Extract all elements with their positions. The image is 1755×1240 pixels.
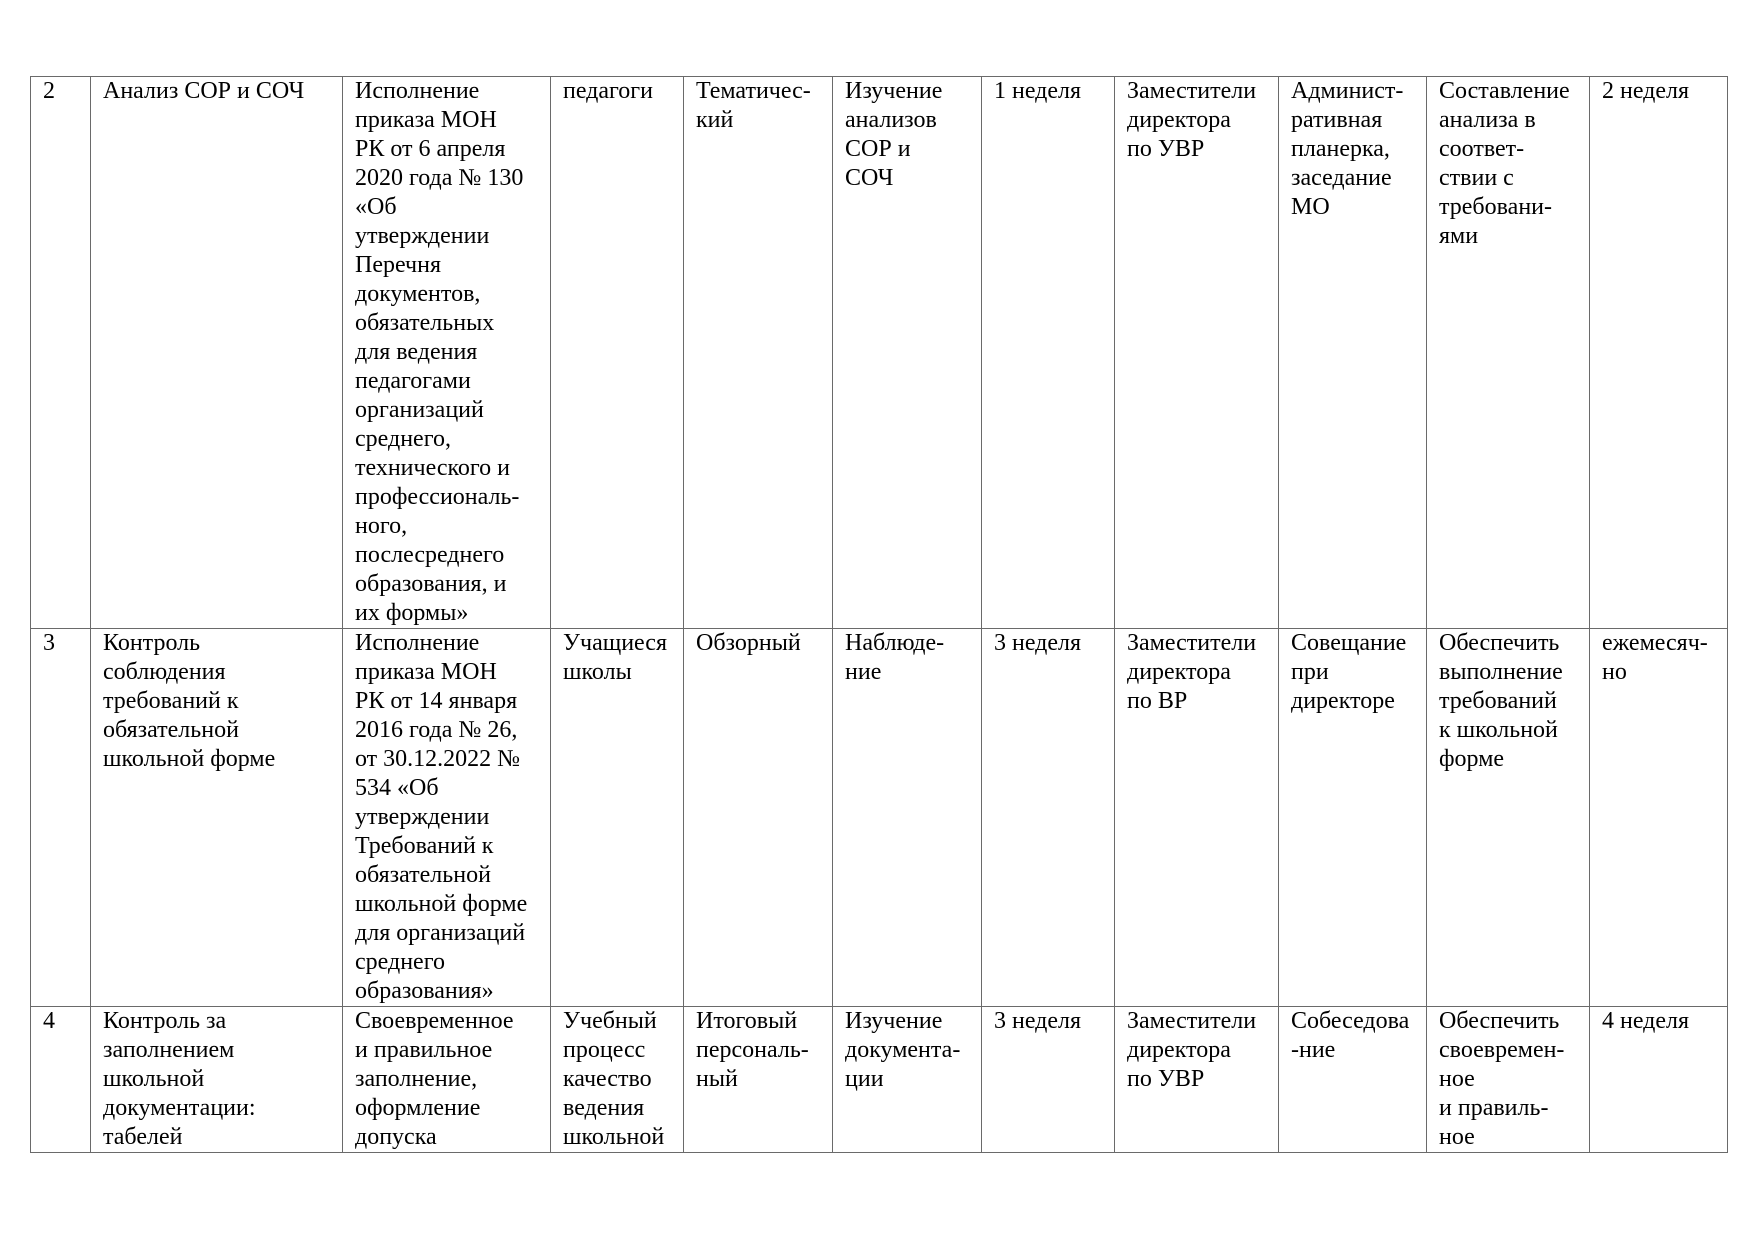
- method-cell: [833, 629, 982, 1007]
- timing-cell: [982, 629, 1115, 1007]
- decision-text: Обеспечить своевремен- ное и правиль- ное: [1439, 1008, 1565, 1150]
- method-text: Наблюде- ние: [845, 630, 945, 685]
- responsible-text: Заместители директора по УВР: [1127, 1008, 1257, 1092]
- topic-text: Анализ СОР и СОЧ: [103, 78, 305, 104]
- responsible-cell: [1115, 1007, 1279, 1153]
- row-number-cell: [31, 1007, 91, 1153]
- row-number: 3: [43, 630, 55, 656]
- row-number: 4: [43, 1008, 55, 1034]
- topic-cell: [91, 77, 343, 629]
- decision-cell: [1427, 629, 1590, 1007]
- timing-text: 1 неделя: [994, 78, 1082, 104]
- control-text: 4 неделя: [1602, 1008, 1690, 1034]
- review-text: Собеседова -ние: [1291, 1008, 1410, 1063]
- control-text: 2 неделя: [1602, 78, 1690, 104]
- object-text: педагоги: [563, 78, 653, 104]
- object-cell: [551, 629, 684, 1007]
- row-number-cell: [31, 629, 91, 1007]
- control-plan-table: [30, 76, 1728, 1153]
- type-text: Тематичес- кий: [696, 78, 811, 133]
- goal-cell: [343, 77, 551, 629]
- review-cell: [1279, 1007, 1427, 1153]
- timing-text: 3 неделя: [994, 630, 1082, 656]
- timing-cell: [982, 77, 1115, 629]
- object-cell: [551, 1007, 684, 1153]
- review-text: Админист- ративная планерка, заседание МО: [1291, 78, 1404, 220]
- type-cell: [684, 629, 833, 1007]
- decision-text: Обеспечить выполнение требований к школьной форме: [1439, 630, 1563, 772]
- row-number: 2: [43, 78, 55, 104]
- method-cell: [833, 1007, 982, 1153]
- row-number-cell: [31, 77, 91, 629]
- control-text: ежемесяч- но: [1602, 630, 1708, 685]
- method-text: Изучение документа- ции: [845, 1008, 961, 1092]
- table-row: [31, 1007, 1728, 1153]
- review-cell: [1279, 77, 1427, 629]
- topic-cell: [91, 629, 343, 1007]
- type-cell: [684, 1007, 833, 1153]
- topic-text: Контроль соблюдения требований к обязательной школьной форме: [103, 630, 276, 772]
- goal-cell: [343, 1007, 551, 1153]
- decision-text: Составление анализа в соответ- ствии с требовани- ями: [1439, 78, 1570, 249]
- timing-text: 3 неделя: [994, 1008, 1082, 1034]
- object-cell: [551, 77, 684, 629]
- responsible-cell: [1115, 77, 1279, 629]
- responsible-cell: [1115, 629, 1279, 1007]
- decision-cell: [1427, 1007, 1590, 1153]
- type-cell: [684, 77, 833, 629]
- goal-text: Своевременное и правильное заполнение, оформление допуска: [355, 1008, 514, 1150]
- type-text: Итоговый персональ- ный: [696, 1008, 809, 1092]
- control-cell: [1590, 77, 1728, 629]
- goal-text: Исполнение приказа МОН РК от 14 января 2016 года № 26, от 30.12.2022 № 534 «Об утверждении Требований к обязательной школьной форме для организаций среднего образования»: [355, 630, 528, 1004]
- responsible-text: Заместители директора по УВР: [1127, 78, 1257, 162]
- responsible-text: Заместители директора по ВР: [1127, 630, 1257, 714]
- method-text: Изучение анализов СОР и СОЧ: [845, 78, 943, 191]
- object-text: Учащиеся школы: [563, 630, 667, 685]
- goal-text: Исполнение приказа МОН РК от 6 апреля 2020 года № 130 «Об утверждении Перечня документов, обязательных для ведения педагогами организаций среднего, технического и профессиональ- ного, послесреднего образования, и их формы»: [355, 78, 524, 626]
- decision-cell: [1427, 77, 1590, 629]
- topic-cell: [91, 1007, 343, 1153]
- method-cell: [833, 77, 982, 629]
- goal-cell: [343, 629, 551, 1007]
- review-cell: [1279, 629, 1427, 1007]
- timing-cell: [982, 1007, 1115, 1153]
- topic-text: Контроль за заполнением школьной документации: табелей: [103, 1008, 256, 1150]
- type-text: Обзорный: [696, 630, 801, 656]
- control-cell: [1590, 629, 1728, 1007]
- control-cell: [1590, 1007, 1728, 1153]
- object-text: Учебный процесс качество ведения школьной: [563, 1008, 665, 1150]
- table-row: [31, 629, 1728, 1007]
- review-text: Совещание при директоре: [1291, 630, 1407, 714]
- table-row: [31, 77, 1728, 629]
